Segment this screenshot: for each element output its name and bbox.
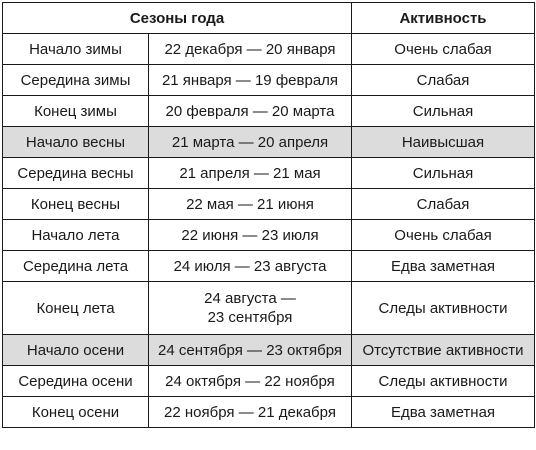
table-row [3, 127, 535, 158]
season-cell: Середина лета [3, 251, 149, 282]
table-row [3, 366, 535, 397]
table-row [3, 220, 535, 251]
season-cell: Конец весны [3, 189, 149, 220]
season-cell: Середина весны [3, 158, 149, 189]
table-body [3, 34, 535, 428]
table-row [3, 158, 535, 189]
dates-cell: 21 января — 19 февраля [149, 65, 352, 96]
table-row [3, 34, 535, 65]
activity-cell: Слабая [352, 65, 535, 96]
season-cell: Начало осени [3, 335, 149, 366]
activity-cell: Едва заметная [352, 251, 535, 282]
activity-cell: Очень слабая [352, 34, 535, 65]
season-cell: Середина осени [3, 366, 149, 397]
header-activity: Активность [352, 3, 535, 34]
dates-cell: 24 октября — 22 ноября [149, 366, 352, 397]
activity-cell: Слабая [352, 189, 535, 220]
header-seasons: Сезоны года [3, 3, 352, 34]
activity-cell: Наивысшая [352, 127, 535, 158]
dates-cell: 22 ноября — 21 декабря [149, 397, 352, 428]
dates-cell: 24 августа — 23 сентября [149, 282, 352, 335]
dates-cell: 22 июня — 23 июля [149, 220, 352, 251]
activity-cell: Отсутствие активности [352, 335, 535, 366]
table-row [3, 397, 535, 428]
activity-cell: Сильная [352, 96, 535, 127]
season-cell: Середина зимы [3, 65, 149, 96]
seasons-activity-table-container [2, 2, 534, 428]
season-cell: Начало весны [3, 127, 149, 158]
season-cell: Конец лета [3, 282, 149, 335]
season-cell: Конец зимы [3, 96, 149, 127]
dates-cell: 21 марта — 20 апреля [149, 127, 352, 158]
activity-cell: Следы активности [352, 282, 535, 335]
activity-cell: Едва заметная [352, 397, 535, 428]
activity-cell: Сильная [352, 158, 535, 189]
dates-cell: 22 декабря — 20 января [149, 34, 352, 65]
activity-cell: Следы активности [352, 366, 535, 397]
seasons-activity-table [2, 2, 535, 428]
dates-cell: 22 мая — 21 июня [149, 189, 352, 220]
table-row [3, 251, 535, 282]
dates-cell: 20 февраля — 20 марта [149, 96, 352, 127]
table-row [3, 189, 535, 220]
season-cell: Начало лета [3, 220, 149, 251]
activity-cell: Очень слабая [352, 220, 535, 251]
table-row [3, 282, 535, 335]
dates-cell: 21 апреля — 21 мая [149, 158, 352, 189]
season-cell: Конец осени [3, 397, 149, 428]
table-row [3, 65, 535, 96]
header-row [3, 3, 535, 34]
dates-cell: 24 сентября — 23 октября [149, 335, 352, 366]
season-cell: Начало зимы [3, 34, 149, 65]
table-header [3, 3, 535, 34]
table-row [3, 96, 535, 127]
table-row [3, 335, 535, 366]
dates-cell: 24 июля — 23 августа [149, 251, 352, 282]
